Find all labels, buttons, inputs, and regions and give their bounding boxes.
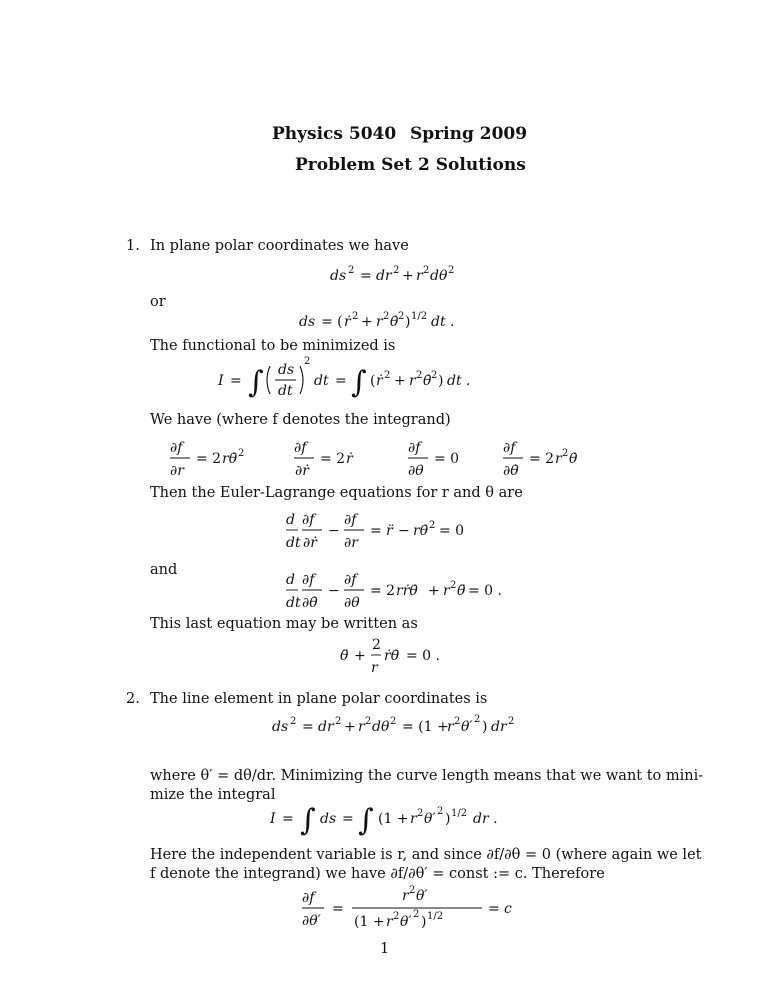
svg-text:∂f: ∂f [302,512,315,528]
svg-text:2: 2 [335,716,342,727]
svg-text:dr: dr [318,719,334,735]
svg-text:∂f: ∂f [408,440,421,456]
svg-text:rθ̇: rθ̇ [413,523,429,539]
svg-text:2: 2 [304,356,311,367]
svg-text:∂θ̇: ∂θ̇ [302,595,318,611]
svg-text:r: r [409,373,416,389]
svg-text:ds: ds [272,719,289,735]
svg-text:2: 2 [423,265,430,276]
svg-text:∂ṙ: ∂ṙ [295,463,309,479]
svg-text:=: = [488,901,500,917]
svg-text:r: r [386,914,393,930]
svg-text:θ̇: θ̇ [390,314,399,330]
svg-text:−: − [398,523,410,539]
svg-text:r: r [410,811,417,827]
where-text: where θ′ = dθ/dr. Minimizing the curve length means that we want to mini- [150,768,704,784]
svg-text:): ) [482,719,488,735]
svg-text:r: r [376,314,383,330]
svg-text:θ̇: θ̇ [569,451,578,467]
svg-text:dθ: dθ [430,268,448,284]
svg-text:∂f: ∂f [170,440,183,456]
svg-text:ṙθ̇: ṙθ̇ [384,648,400,664]
svg-text:θ′: θ′ [461,719,473,735]
svg-text:): ) [405,314,411,330]
svg-text:2: 2 [413,909,420,920]
svg-text:r̈: r̈ [386,523,393,539]
svg-text:θ′: θ′ [424,811,436,827]
where-text-2: mize the integral [150,787,276,803]
problem-2-line-element: The line element in plane polar coordinates is [150,691,488,707]
page-title: Problem Set 2 Solutions [295,155,526,175]
svg-text:2: 2 [454,716,461,727]
svg-text:∂θ: ∂θ [408,463,424,479]
svg-text:r: r [416,268,423,284]
page-number: 1 [380,941,390,957]
svg-text:∫: ∫ [248,365,264,400]
svg-text:2: 2 [398,311,405,322]
svg-text:=: = [335,373,347,389]
svg-text:r: r [555,451,562,467]
svg-text:dr .: dr . [473,811,498,827]
svg-text:2: 2 [390,716,397,727]
svg-text:∂f: ∂f [294,440,307,456]
svg-text:+: + [344,719,356,735]
svg-text:ds: ds [320,811,337,827]
svg-text:ds: ds [278,362,295,378]
svg-text:θ̇: θ̇ [423,373,432,389]
svg-text:2: 2 [429,520,436,531]
equation-final [302,884,542,934]
svg-text:ṙ: ṙ [346,451,353,467]
svg-text:∫: ∫ [358,803,374,838]
equation-ds2 [330,264,500,288]
svg-text:+: + [361,314,373,330]
svg-text:∂f: ∂f [344,512,357,528]
or-text: or [150,294,166,310]
svg-text:+: + [394,373,406,389]
svg-text:): ) [421,914,427,930]
problem-1-intro: In plane polar coordinates we have [150,238,409,254]
svg-text:dt .: dt . [431,314,455,330]
svg-text:2: 2 [562,448,569,459]
svg-text:2: 2 [450,580,457,591]
svg-text:(1 +: (1 + [354,914,385,930]
svg-text:+: + [354,648,366,664]
svg-text:dθ: dθ [372,719,390,735]
svg-text:2: 2 [409,885,416,896]
equation-euler-r [286,508,546,554]
problem-2-number: 2. [126,691,140,707]
svg-text:dr: dr [376,268,392,284]
svg-text:= 0 .: = 0 . [406,648,440,664]
equation-euler-theta [286,566,546,616]
svg-text:∫: ∫ [351,365,367,400]
svg-text:r: r [447,719,454,735]
svg-text:dt: dt [286,535,301,551]
svg-text:d: d [286,572,295,588]
svg-text:I: I [270,811,276,827]
svg-text:2: 2 [508,716,515,727]
svg-text:dt: dt [286,595,301,611]
svg-text:∂f: ∂f [302,890,315,906]
svg-text:(1 +: (1 + [378,811,409,827]
svg-text:ṙ: ṙ [376,373,383,389]
svg-text:1/2: 1/2 [411,311,428,322]
svg-text:2: 2 [437,806,444,817]
svg-text:∂ṙ: ∂ṙ [303,535,317,551]
svg-text:θ′: θ′ [400,914,412,930]
svg-text:2: 2 [383,311,390,322]
svg-text:= 0: = 0 [434,451,460,467]
svg-text:=: = [360,268,372,284]
equation-line-element [272,713,562,739]
svg-text:2: 2 [238,448,245,459]
svg-text:1/2: 1/2 [427,911,444,922]
svg-text:=: = [332,901,344,917]
svg-text:=: = [282,811,294,827]
svg-text:rθ̇: rθ̇ [222,451,238,467]
svg-text:): ) [438,373,444,389]
svg-text:∂r: ∂r [344,535,358,551]
svg-text:r: r [402,888,409,904]
svg-text:= 0: = 0 [439,523,465,539]
equation-partials [170,436,620,482]
svg-text:2: 2 [393,265,400,276]
equation-theta-ddot [340,632,480,682]
svg-text:= 0 .: = 0 . [468,583,502,599]
svg-text:r: r [443,583,450,599]
svg-text:= (: = ( [321,314,343,330]
svg-text:= 2: = 2 [320,451,346,467]
svg-text:ṙ: ṙ [344,314,351,330]
euler-text: Then the Euler-Lagrange equations for r and θ are [150,485,523,501]
svg-text:dr: dr [491,719,507,735]
svg-text:θ̈: θ̈ [457,583,466,599]
svg-text:2: 2 [417,808,424,819]
svg-text:∂θ̇: ∂θ̇ [503,463,519,479]
course-label: Physics 5040 [272,124,397,144]
svg-text:−: − [328,583,340,599]
equation-integral [270,795,550,839]
and-text: and [150,562,178,578]
svg-text:+: + [402,268,414,284]
svg-text:−: − [328,523,340,539]
svg-text:rṙθ̇: rṙθ̇ [396,583,418,599]
functional-text: The functional to be minimized is [150,338,396,354]
svg-text:2: 2 [431,370,438,381]
svg-text:I: I [218,373,224,389]
svg-text:=: = [370,523,382,539]
svg-text:2: 2 [393,911,400,922]
svg-text:2: 2 [290,716,297,727]
svg-text:=: = [230,373,242,389]
svg-text:r: r [371,660,378,676]
svg-text:= 2: = 2 [370,583,396,599]
svg-text:∂f: ∂f [503,440,516,456]
svg-text:ds: ds [330,268,347,284]
indep-text-2: f denote the integrand) we have ∂f/∂θ′ = const := c. Therefore [150,866,605,882]
svg-text:c: c [504,901,512,917]
last-text: This last equation may be written as [150,616,418,632]
svg-text:r: r [358,719,365,735]
svg-text:ds: ds [299,314,316,330]
svg-text:): ) [445,811,451,827]
svg-text:θ′: θ′ [416,888,428,904]
equation-functional [218,352,558,408]
svg-text:2: 2 [474,714,481,725]
svg-text:2: 2 [448,265,455,276]
equation-ds [299,308,539,334]
have-text: We have (where f denotes the integrand) [150,412,451,428]
svg-text:∂r: ∂r [170,463,184,479]
svg-text:2: 2 [416,370,423,381]
svg-text:+: + [428,583,440,599]
problem-1-number: 1. [126,238,140,254]
svg-text:2: 2 [348,265,355,276]
svg-text:dt: dt [314,373,329,389]
svg-text:∂f: ∂f [344,572,357,588]
svg-text:1/2: 1/2 [451,808,468,819]
svg-text:= 2: = 2 [196,451,222,467]
svg-text:dt .: dt . [447,373,471,389]
svg-text:2: 2 [365,716,372,727]
svg-text:= (1 +: = (1 + [402,719,449,735]
indep-text: Here the independent variable is r, and since ∂f/∂θ = 0 (where again we let [150,847,702,863]
svg-text:(: ( [370,373,376,389]
svg-text:2: 2 [352,311,359,322]
svg-text:∂f: ∂f [302,572,315,588]
svg-text:= 2: = 2 [529,451,555,467]
term-label: Spring 2009 [410,124,528,144]
svg-text:θ̈: θ̈ [340,648,349,664]
svg-text:dt: dt [278,383,293,399]
svg-text:d: d [286,512,295,528]
svg-text:∫: ∫ [300,803,316,838]
svg-text:2: 2 [372,637,381,653]
svg-text:2: 2 [384,370,391,381]
svg-text:=: = [342,811,354,827]
svg-text:=: = [302,719,314,735]
svg-text:∂θ′: ∂θ′ [302,913,321,929]
svg-text:∂θ: ∂θ [344,595,360,611]
